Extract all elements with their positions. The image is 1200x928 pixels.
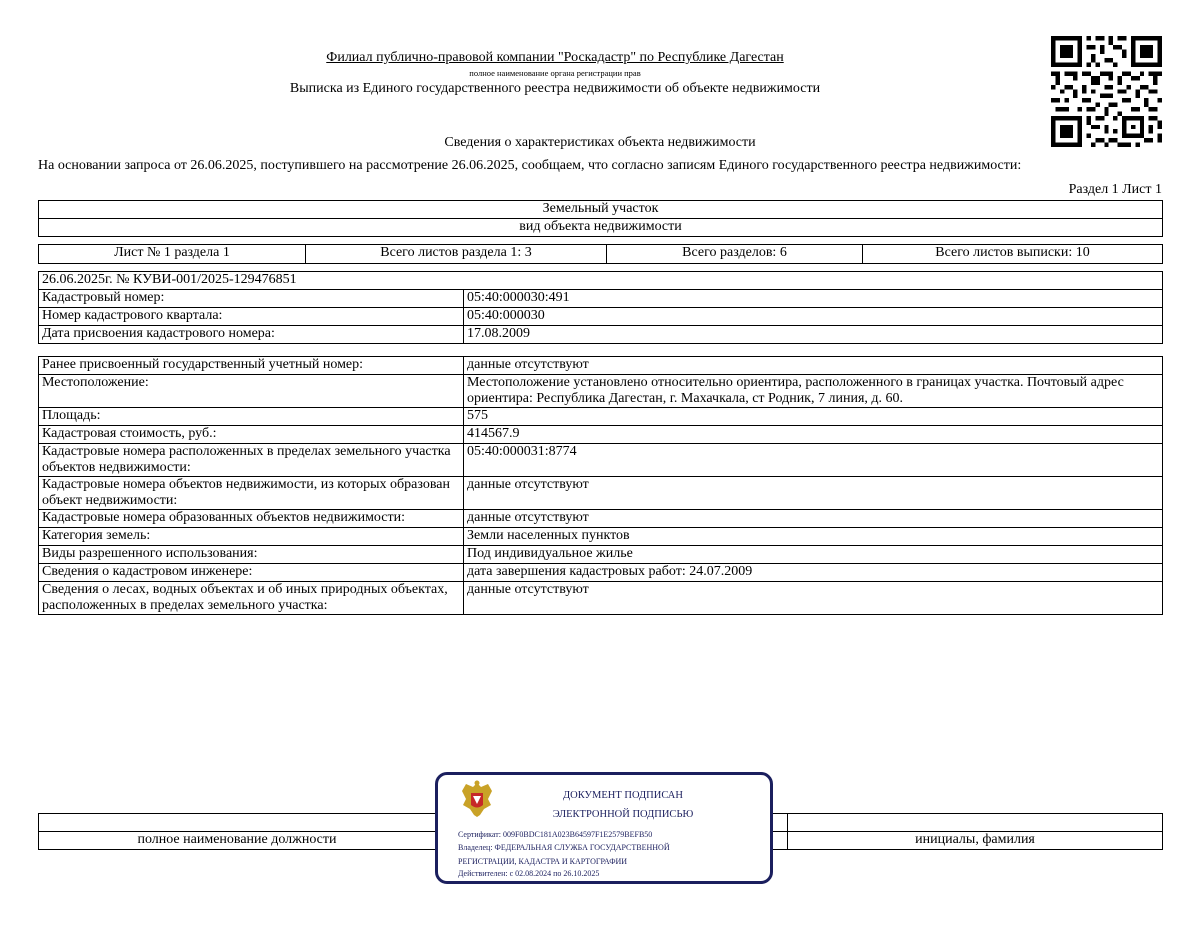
row-label: Ранее присвоенный государственный учетный номер: (39, 357, 464, 375)
table-row (39, 564, 1163, 582)
basis-text: На основании запроса от 26.06.2025, поступившего на рассмотрение 26.06.2025, сообщаем, что согласно записям Единого государственного реестра недвижимости: (38, 158, 1022, 173)
organization-name: Филиал публично-правовой компании "Роскадастр" по Республике Дагестан (326, 50, 784, 65)
row-label: Сведения о кадастровом инженере: (39, 564, 464, 582)
row-value: Местоположение установлено относительно ориентира, расположенного в границах участка. Почтовый адрес ориентира: Республика Дагестан, г. Махачкала, ст Родник, 7 линия, д. 60. (464, 375, 1163, 408)
row-value: 05:40:000031:8774 (464, 444, 1163, 477)
section-count: Всего разделов: 6 (607, 245, 863, 264)
row-value: 575 (464, 408, 1163, 426)
table-row (39, 582, 1163, 615)
qr-code-icon (1051, 36, 1162, 147)
object-type-table (38, 200, 1163, 237)
sheet-number: Лист № 1 раздела 1 (39, 245, 306, 264)
section-title: Сведения о характеристиках объекта недвижимости (444, 135, 756, 150)
row-value: Земли населенных пунктов (464, 528, 1163, 546)
row-value: дата завершения кадастровых работ: 24.07.2009 (464, 564, 1163, 582)
row-label: Площадь: (39, 408, 464, 426)
row-label: Дата присвоения кадастрового номера: (39, 326, 464, 344)
stamp-owner-continued: РЕГИСТРАЦИИ, КАДАСТРА И КАРТОГРАФИИ (458, 857, 628, 866)
row-value: Под индивидуальное жилье (464, 546, 1163, 564)
row-value: 05:40:000030 (464, 308, 1163, 326)
details-table (38, 356, 1163, 615)
row-label: Кадастровая стоимость, руб.: (39, 426, 464, 444)
stamp-certificate: Сертификат: 009F0BDC181A023B64597F1E2579BEFB50 (458, 830, 653, 839)
table-row (39, 528, 1163, 546)
table-row (39, 357, 1163, 375)
stamp-validity: Действителен: с 02.08.2024 по 26.10.2025 (458, 869, 600, 878)
sheets-info-table (38, 244, 1163, 264)
table-row (39, 308, 1163, 326)
row-value: 05:40:000030:491 (464, 290, 1163, 308)
table-row (39, 326, 1163, 344)
table-row (39, 426, 1163, 444)
row-label: Кадастровый номер: (39, 290, 464, 308)
document-title: Выписка из Единого государственного реестра недвижимости об объекте недвижимости (289, 81, 821, 96)
table-row (39, 375, 1163, 408)
row-value: данные отсутствуют (464, 477, 1163, 510)
extract-sheet-count: Всего листов выписки: 10 (863, 245, 1163, 264)
table-row (39, 290, 1163, 308)
position-caption: полное наименование должности (39, 832, 436, 850)
table-row (39, 477, 1163, 510)
row-value: данные отсутствуют (464, 582, 1163, 615)
name-field (788, 814, 1163, 832)
position-field (39, 814, 436, 832)
row-label: Кадастровые номера образованных объектов недвижимости: (39, 510, 464, 528)
row-label: Сведения о лесах, водных объектах и об иных природных объектах, расположенных в пределах земельного участка: (39, 582, 464, 615)
object-type: Земельный участок (39, 201, 1163, 219)
electronic-signature-stamp (435, 772, 773, 884)
row-label: Виды разрешенного использования: (39, 546, 464, 564)
row-label: Кадастровые номера объектов недвижимости, из которых образован объект недвижимости: (39, 477, 464, 510)
table-row (39, 444, 1163, 477)
section-sheet-count: Всего листов раздела 1: 3 (306, 245, 607, 264)
object-type-caption: вид объекта недвижимости (39, 219, 1163, 237)
row-label: Кадастровые номера расположенных в пределах земельного участка объектов недвижимости: (39, 444, 464, 477)
page-reference: Раздел 1 Лист 1 (1068, 182, 1162, 197)
stamp-subtitle: ЭЛЕКТРОННОЙ ПОДПИСЬЮ (552, 809, 694, 820)
organization-caption: полное наименование органа регистрации прав (469, 68, 641, 78)
row-label: Местоположение: (39, 375, 464, 408)
row-value: 414567.9 (464, 426, 1163, 444)
record-table (38, 271, 1163, 344)
coat-of-arms-icon (458, 779, 496, 819)
row-label: Номер кадастрового квартала: (39, 308, 464, 326)
row-value: данные отсутствуют (464, 357, 1163, 375)
record-number: 26.06.2025г. № КУВИ-001/2025-129476851 (39, 272, 1163, 290)
row-value: данные отсутствуют (464, 510, 1163, 528)
row-label: Категория земель: (39, 528, 464, 546)
table-row (39, 510, 1163, 528)
stamp-title: ДОКУМЕНТ ПОДПИСАН (563, 790, 683, 801)
table-row (39, 408, 1163, 426)
row-value: 17.08.2009 (464, 326, 1163, 344)
name-caption: инициалы, фамилия (788, 832, 1163, 850)
stamp-owner: Владелец: ФЕДЕРАЛЬНАЯ СЛУЖБА ГОСУДАРСТВЕННОЙ (458, 843, 670, 852)
table-row (39, 546, 1163, 564)
